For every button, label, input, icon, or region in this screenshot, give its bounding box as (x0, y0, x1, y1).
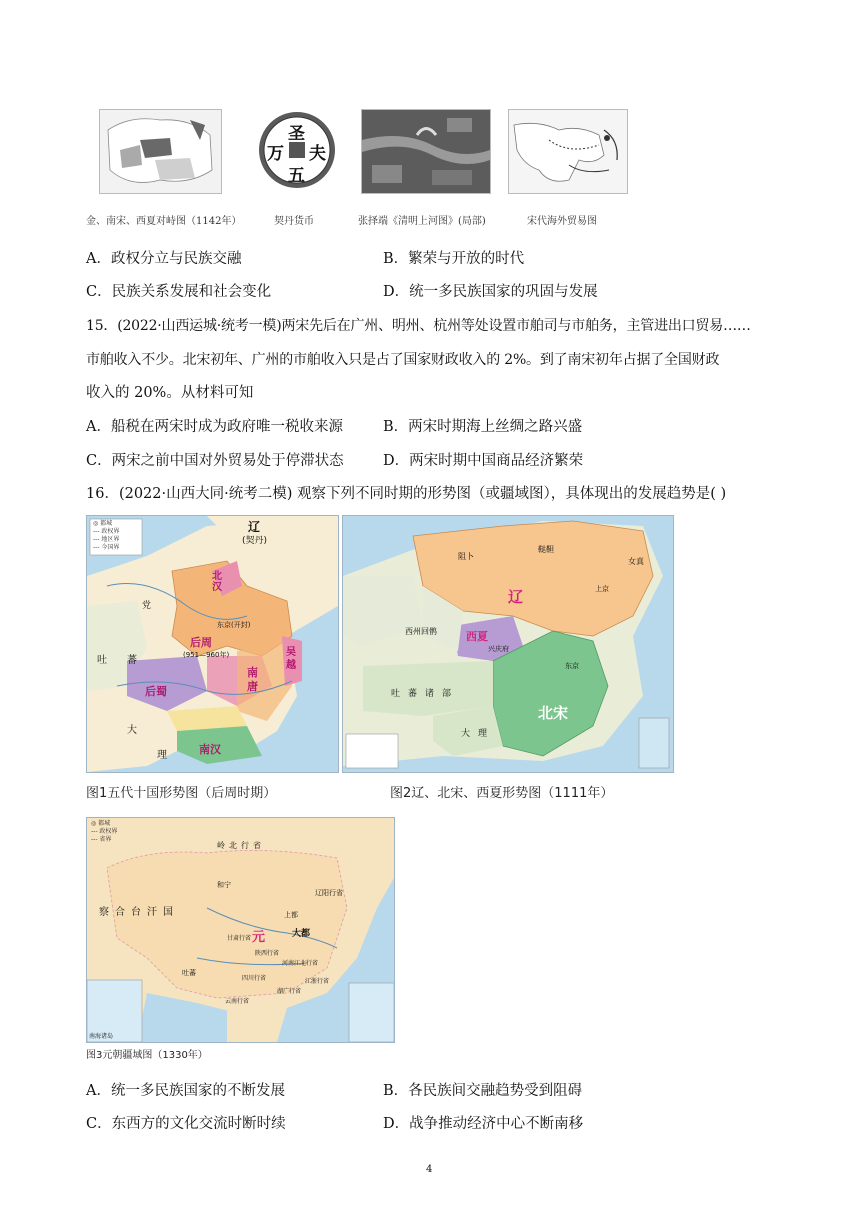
q15-option-a[interactable]: A．船税在两宋时成为政府唯一税收来源 (86, 419, 343, 435)
q16-stem: 16．(2022·山西大同·统考二模) 观察下列不同时期的形势图（或疆域图），具体现出的发展趋势是( ) (86, 486, 727, 502)
map3-label-hening: 和宁 (217, 881, 231, 889)
caption-song-trade-map: 宋代海外贸易图 (527, 216, 597, 227)
jin-song-map-graphic (100, 110, 221, 193)
coin-char-bottom: 五 (288, 166, 305, 186)
map1-label-kaifeng: 东京(开封) (217, 621, 251, 629)
map3-label-chagatai: 察合台汗国 (99, 907, 179, 918)
q14-option-c[interactable]: C．民族关系发展和社会变化 (86, 284, 272, 300)
coin-char-right: 夫 (309, 144, 326, 164)
map2-label-northern-song: 北宋 (538, 704, 569, 722)
q14-option-d[interactable]: D．统一多民族国家的巩固与发展 (383, 284, 598, 300)
map2-label-western-xia: 西夏 (466, 630, 488, 643)
map3-label-south-sea-islands: 南海诸岛 (89, 1033, 114, 1040)
map3-label-gansu: 甘肃行省 (227, 935, 252, 942)
map3-label-henan-jiangbei: 河南江北行省 (282, 960, 319, 967)
q15-option-c[interactable]: C．两宋之前中国对外贸易处于停滞状态 (86, 453, 344, 469)
map2-label-tibetan-tribes: 吐蕃诸部 (391, 689, 460, 699)
map2-label-dali: 大理 (461, 729, 496, 739)
map1-label-bo: 蕃 (127, 655, 137, 666)
q15-stem-line-3: 收入的 20%。从材料可知 (86, 385, 254, 401)
q14-option-b[interactable]: B．繁荣与开放的时代 (383, 251, 525, 267)
map1-caption: 图1五代十国形势图（后周时期） (86, 786, 277, 801)
map3-label-jiangzhe: 江浙行省 (305, 978, 330, 985)
map2-label-jurchen: 女真 (628, 557, 644, 566)
map1-label-dang: 党 (142, 601, 152, 611)
q16-option-a[interactable]: A．统一多民族国家的不断发展 (86, 1083, 285, 1099)
coin-char-left: 万 (267, 144, 284, 164)
map3-caption: 图3元朝疆域图（1330年） (86, 1050, 208, 1061)
map1-label-tu: 吐 (97, 655, 107, 666)
map2-label-xingqingfu: 兴庆府 (488, 645, 509, 653)
map2-label-dongjing: 东京 (565, 662, 579, 670)
q16-option-d[interactable]: D．战争推动经济中心不断南移 (383, 1116, 584, 1132)
map3-label-shaanxi: 陕西行省 (255, 950, 280, 957)
yuan-map-graphic (87, 818, 394, 1042)
map1-label-northern-han: 北汉 (212, 571, 222, 593)
map-yuan-dynasty (86, 817, 395, 1043)
trade-map-graphic (509, 110, 627, 193)
map3-label-yunnan: 云南行省 (225, 998, 250, 1005)
map3-label-tubo: 吐蕃 (182, 969, 196, 977)
map3-label-dadu: 大都 (292, 929, 311, 939)
q16-option-c[interactable]: C．东西方的文化交流时断时续 (86, 1116, 286, 1132)
map-liao-song-xixia (342, 515, 674, 773)
q14-option-a[interactable]: A．政权分立与民族交融 (86, 251, 242, 267)
map1-label-wuyue: 吴越 (286, 647, 296, 671)
coin-char-top: 圣 (288, 124, 305, 144)
song-maritime-trade-map-thumbnail (508, 109, 628, 194)
map1-label-khitan: (契丹) (242, 536, 268, 546)
map3-label-yuan: 元 (252, 930, 266, 945)
caption-jin-song-xixia: 金、南宋、西夏对峙图（1142年） (86, 216, 242, 227)
qingming-painting-thumbnail (361, 109, 491, 194)
caption-qingming-painting: 张择端《清明上河图》(局部) (358, 216, 486, 227)
q15-stem-line-2: 市舶收入不少。北宋初年、广州的市舶收入只是占了国家财政收入的 2%。到了南宋初年占据了全国财政 (86, 352, 720, 368)
map3-legend-text: ◎ 都城 --- 政权界 --- 省界 (91, 820, 118, 843)
map1-legend-text: ◎ 都城 --- 政权界 --- 地区界 --- 今国界 (93, 520, 120, 551)
map2-label-shangjing: 上京 (595, 585, 609, 593)
map1-label-later-zhou-years: (951—960年) (183, 651, 230, 659)
map3-label-shangdu: 上都 (284, 911, 298, 919)
q16-option-b[interactable]: B．各民族间交融趋势受到阻碍 (383, 1083, 583, 1099)
page-number: 4 (426, 1164, 433, 1175)
khitan-coin-image (257, 109, 337, 192)
map-five-dynasties (86, 515, 339, 773)
map2-label-liao: 辽 (508, 588, 524, 606)
map1-label-southern-tang: 南唐 (247, 666, 258, 693)
map2-label-western-uighur: 西州回鹘 (405, 627, 437, 636)
map1-label-da: 大 (127, 725, 137, 736)
five-dynasties-map-graphic (87, 516, 338, 772)
map3-label-lingbei: 岭北行省 (217, 841, 265, 850)
map1-label-later-shu: 后蜀 (145, 685, 167, 698)
map3-label-liaoyang: 辽阳行省 (315, 889, 343, 897)
q15-option-d[interactable]: D．两宋时期中国商品经济繁荣 (383, 453, 584, 469)
map1-label-liao: 辽 (248, 520, 261, 534)
q15-option-b[interactable]: B．两宋时期海上丝绸之路兴盛 (383, 419, 583, 435)
map1-label-li: 理 (157, 750, 167, 761)
map1-label-southern-han: 南汉 (199, 743, 221, 756)
painting-graphic (362, 110, 490, 193)
map2-caption: 图2辽、北宋、西夏形势图（1111年） (390, 786, 614, 801)
map3-label-sichuan: 四川行省 (242, 975, 267, 982)
caption-khitan-coin: 契丹货币 (274, 216, 314, 227)
map3-label-huguang: 湖广行省 (277, 988, 302, 995)
q15-stem-line-1: 15．(2022·山西运城·统考一模)两宋先后在广州、明州、杭州等处设置市舶司与市舶务，主管进出口贸易…… (86, 318, 751, 334)
map2-label-tatar: 鞑靼 (538, 545, 554, 554)
map1-label-later-zhou: 后周 (190, 636, 212, 649)
map-jin-song-xixia-thumbnail (99, 109, 222, 194)
map2-label-zubu: 阻卜 (458, 552, 474, 561)
